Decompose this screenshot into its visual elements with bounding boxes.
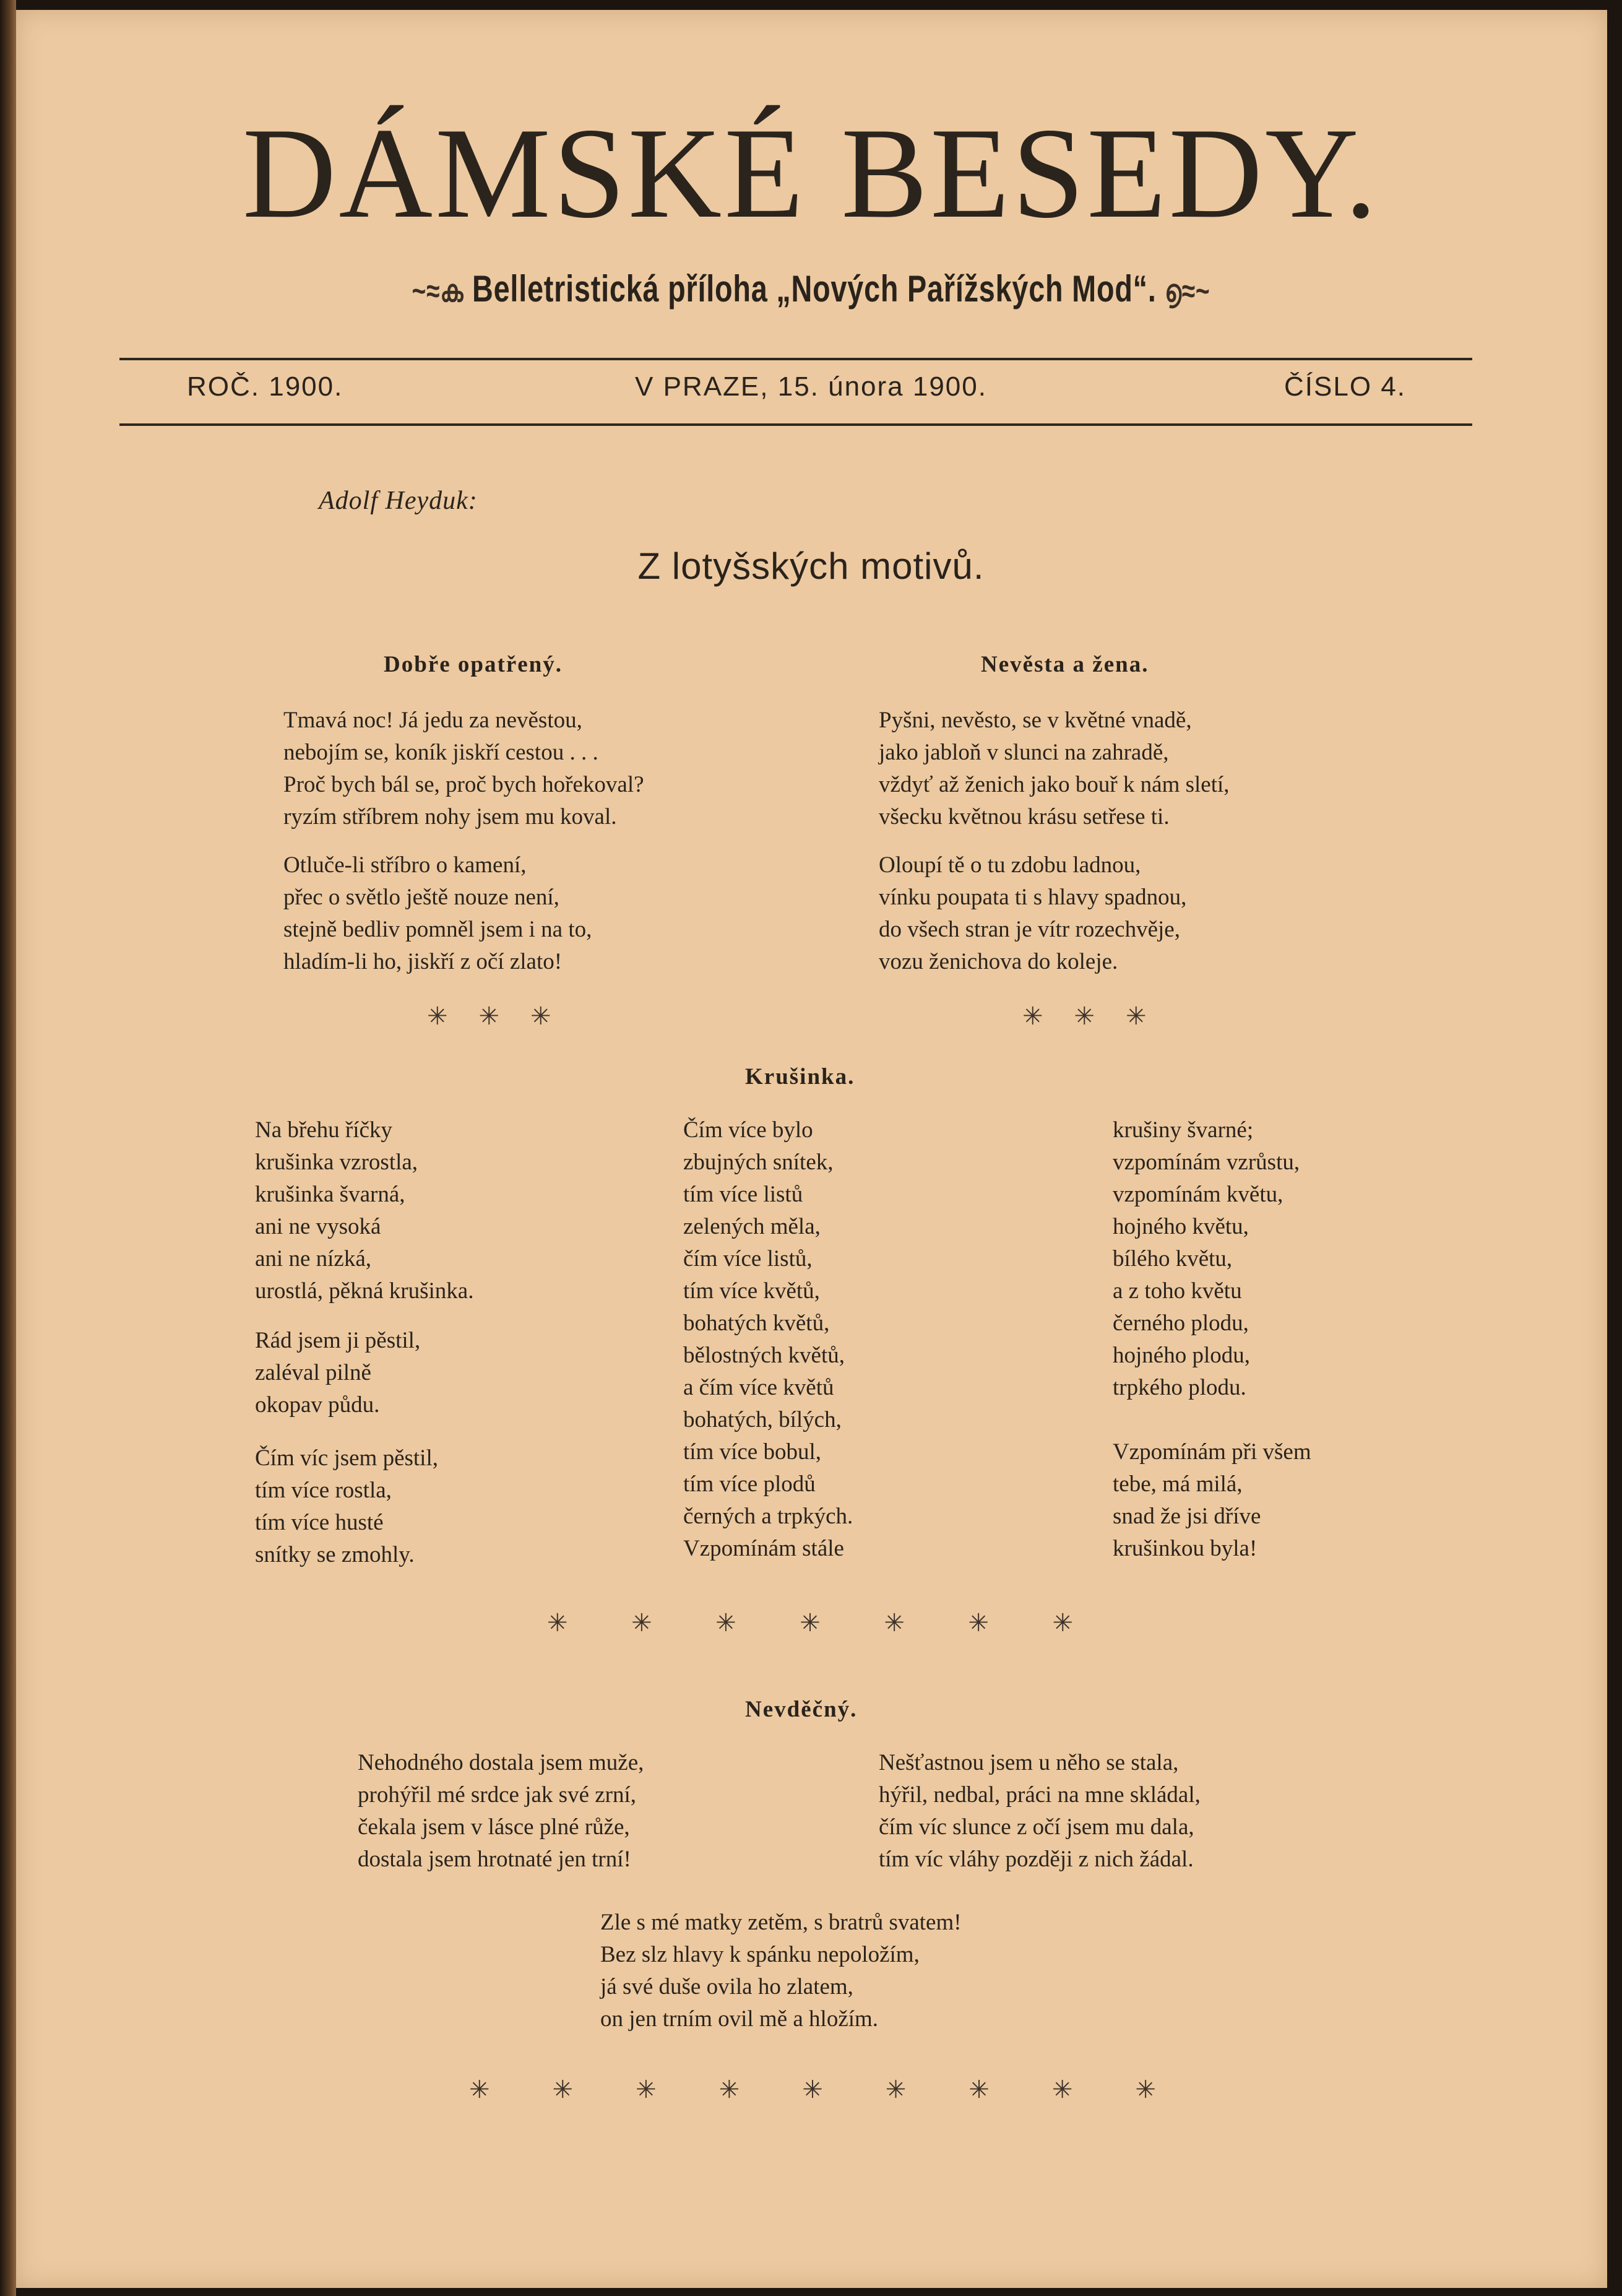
krusinka-col2-stanza-1: Čím více bylo zbujných snítek, tím více listů zelených měla, čím více listů, tím více květů, bohatých květů, bělostných květů, a čím více květů bohatých, bílých, tím více bobul, tím více plodů černých a trpkých. Vzpomínám stále: [683, 1117, 853, 1561]
header-rule-top: [119, 358, 1472, 360]
star-ornament: ✳: [968, 2076, 990, 2103]
krusinka-col1-stanza-3: Čím víc jsem pěstil, tím více rostla, tím více husté snítky se zmohly.: [255, 1445, 438, 1567]
flourish-right-icon: ൭≈~: [1165, 274, 1210, 308]
poem1-stanza-1: Tmavá noc! Já jedu za nevěstou, nebojím se, koník jiskří cestou . . . Proč bych bál se, proč bych hořekoval? ryzím stříbrem nohy jsem mu koval.: [283, 708, 644, 830]
krusinka-col3-stanza-2: Vzpomínám při všem tebe, má milá, snad že jsi dříve krušinkou byla!: [1113, 1439, 1311, 1561]
star-ornament: ✳: [800, 1609, 821, 1637]
krusinka-col1-stanza-2: Rád jsem ji pěstil, zaléval pilně okopav půdu.: [255, 1328, 421, 1418]
star-ornament: ✳: [715, 1609, 736, 1637]
subtitle-text: Belletristická příloha „Nových Pařížských Mod“.: [472, 268, 1157, 310]
poem-title-nevdecny: Nevděčný.: [745, 1697, 858, 1722]
masthead-subtitle: [178, 267, 1443, 310]
poem-title-krusinka: Krušinka.: [745, 1064, 855, 1090]
poem1-stanza-2: Otluče-li stříbro o kamení, přec o světlo ještě nouze není, stejně bedliv pomněl jsem i na to, hladím-li ho, jiskří z očí zlato!: [283, 852, 592, 974]
masthead-title: DÁMSKÉ BESEDY.: [242, 102, 1380, 245]
poem-title-dobre-opatreny: Dobře opatřený.: [384, 652, 563, 677]
star-ornament: ✳: [885, 2076, 907, 2103]
divider-stars-right: ✳ ✳ ✳: [1022, 1002, 1147, 1030]
star-ornament: ✳: [802, 2076, 823, 2103]
krusinka-col3-stanza-1: krušiny švarné; vzpomínám vzrůstu, vzpomínám květu, hojného květu, bílého květu, a z toho květu černého plodu, hojného plodu, trpkého plodu.: [1113, 1117, 1300, 1400]
star-ornament: ✳: [1135, 2076, 1156, 2103]
poem2-stanza-1: Pyšni, nevěsto, se v květné vnadě, jako jabloň v slunci na zahradě, vždyť až ženich jako bouř k nám sletí, všecku květnou krásu setřese ti.: [879, 708, 1230, 830]
divider-stars-left: ✳ ✳ ✳: [427, 1002, 551, 1030]
flourish-left-icon: ~≈ക: [412, 274, 464, 308]
header-issue: ČÍSLO 4.: [1284, 371, 1406, 402]
book-spine-edge: [0, 0, 16, 2296]
header-place-date: V PRAZE, 15. února 1900.: [635, 371, 987, 402]
header-rule-bottom: [119, 423, 1472, 426]
main-title: Z lotyšských motivů.: [637, 545, 985, 587]
star-ornament: ✳: [469, 2076, 490, 2103]
nevdecny-stanza-left: Nehodného dostala jsem muže, prohýřil mé srdce jak své zrní, čekala jsem v lásce plné růže, dostala jsem hrotnaté jen trní!: [358, 1750, 644, 1872]
poem-title-nevesta-a-zena: Nevěsta a žena.: [981, 652, 1149, 677]
header-volume: ROČ. 1900.: [187, 371, 343, 402]
star-ornament: ✳: [631, 1609, 652, 1637]
krusinka-col1-stanza-1: Na břehu říčky krušinka vzrostla, krušinka švarná, ani ne vysoká ani ne nízká, urostlá, pěkná krušinka.: [255, 1117, 474, 1304]
poem2-stanza-2: Oloupí tě o tu zdobu ladnou, vínku poupata ti s hlavy spadnou, do všech stran je vítr rozechvěje, vozu ženichova do koleje.: [879, 852, 1187, 974]
divider-stars-7: [547, 1608, 1073, 1637]
star-ornament: ✳: [1051, 2076, 1073, 2103]
author-byline: Adolf Heyduk:: [319, 487, 478, 515]
star-ornament: ✳: [1052, 1609, 1073, 1637]
star-ornament: ✳: [547, 1609, 568, 1637]
star-ornament: ✳: [884, 1609, 905, 1637]
nevdecny-stanza-right: Nešťastnou jsem u něho se stala, hýřil, nedbal, práci na mne skládal, čím víc slunce z očí jsem mu dala, tím víc vláhy později z nich žádal.: [879, 1750, 1201, 1872]
star-ornament: ✳: [968, 1609, 989, 1637]
star-ornament: ✳: [636, 2076, 657, 2103]
nevdecny-stanza-center: Zle s mé matky zetěm, s bratrů svatem! Bez slz hlavy k spánku nepoložím, já své duše ovila ho zlatem, on jen trním ovil mě a hložím.: [600, 1910, 962, 2032]
divider-stars-9: [469, 2075, 1156, 2104]
star-ornament: ✳: [552, 2076, 574, 2103]
star-ornament: ✳: [718, 2076, 740, 2103]
